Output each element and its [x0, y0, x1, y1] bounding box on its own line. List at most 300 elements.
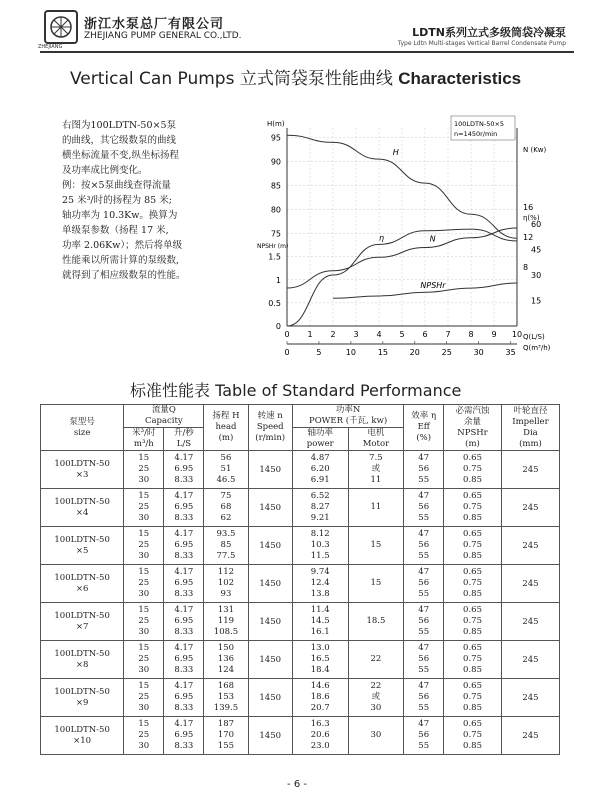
cell-value: 4.17 [174, 681, 194, 691]
cell-value: 56 [418, 464, 430, 474]
cell-value: 8.33 [174, 475, 194, 485]
cell-model-line: 100LDTN-50 [54, 534, 110, 545]
series-title-cn: LDTN系列立式多级筒袋冷凝泵 [412, 26, 566, 39]
cell-value: 56 [418, 616, 430, 626]
cell-value: 15 [138, 643, 150, 653]
cell-npsh [444, 679, 502, 717]
cell-value: 56 [418, 654, 430, 664]
cell-value: 18.5 [366, 616, 386, 626]
cell-imp: 245 [501, 603, 559, 641]
x2-tick-label: 20 [409, 348, 420, 357]
cell-speed: 1450 [248, 451, 292, 489]
cell-value: 30 [370, 703, 382, 713]
cell-flow_ls [164, 451, 204, 489]
cell-value: 4.17 [174, 643, 194, 653]
cell-value: 9.74 [310, 567, 330, 577]
cell-value: 8.27 [310, 502, 330, 512]
col-motor-cn: 电机 [367, 428, 385, 438]
cell-flow_m3 [124, 603, 164, 641]
cell-model [41, 717, 124, 755]
cell-power [292, 527, 348, 565]
cell-value: 22 [370, 681, 382, 691]
cell-value: 4.17 [174, 605, 194, 615]
page-title [70, 64, 521, 89]
desc-line: 功率 2.06Kw）；然后将单级 [62, 240, 183, 251]
cell-value: 30 [138, 513, 150, 523]
cell-speed: 1450 [248, 565, 292, 603]
cell-value: 0.85 [463, 741, 482, 751]
cell-value: 47 [418, 681, 430, 691]
cell-model [41, 451, 124, 489]
desc-line: 轴功率为 10.3Kw。换算为 [62, 210, 178, 221]
cell-value: 或 [371, 464, 381, 474]
cell-value: 187 [217, 719, 235, 729]
cell-npsh [444, 489, 502, 527]
desc-line: 横坐标流量不变,纵坐标扬程 [62, 150, 180, 161]
cell-value: 30 [138, 551, 150, 561]
cell-value: 8.12 [310, 529, 330, 539]
x2-tick-label: 5 [316, 348, 322, 357]
cell-npsh [444, 565, 502, 603]
desc-line: 性能乘以所需计算的泵级数, [62, 255, 180, 266]
x-tick-label: 6 [422, 330, 428, 339]
x-tick-label: 10 [511, 330, 523, 339]
cell-value: 124 [217, 665, 235, 675]
col-speed-unit: (r/min) [255, 433, 286, 443]
cell-power [292, 717, 348, 755]
desc-line: 25 米³/时的扬程为 85 米; [62, 195, 172, 206]
cell-value: 30 [138, 703, 150, 713]
cell-flow_ls [164, 527, 204, 565]
desc-line: 就得到了相应级数泵的性能。 [62, 270, 186, 281]
cell-power [292, 565, 348, 603]
cell-flow_ls [164, 717, 204, 755]
cell-eff [404, 717, 444, 755]
cell-power [292, 641, 348, 679]
cell-value: 8.33 [174, 627, 194, 637]
cell-value: 25 [138, 730, 150, 740]
y-tick-label: 80 [270, 205, 281, 215]
x2-tick-label: 15 [377, 348, 388, 357]
header-rule [40, 51, 574, 53]
cell-value: 13.0 [310, 643, 330, 653]
col-shaft-cn: 轴功率 [307, 428, 333, 438]
cell-value: 0.65 [463, 681, 482, 691]
cell-value: 30 [138, 665, 150, 675]
cell-value: 102 [217, 578, 235, 588]
cell-value: 8.33 [174, 513, 194, 523]
x2-tick-label: 35 [505, 348, 516, 357]
col-shaft-power [292, 428, 348, 451]
col-eff [404, 405, 444, 451]
cell-value: 93 [220, 589, 232, 599]
company-logo [44, 10, 78, 44]
cell-value: 15 [370, 540, 382, 550]
table-row [41, 451, 560, 489]
cell-model-line: 100LDTN-50 [54, 686, 110, 697]
cell-motor [348, 565, 404, 603]
cell-value: 0.65 [463, 643, 482, 653]
x-tick-label: 3 [353, 330, 359, 339]
cell-flow_ls [164, 603, 204, 641]
series-label: NPSHr [420, 281, 446, 291]
y-tick-label: 1.5 [268, 252, 281, 262]
cell-value: 47 [418, 491, 430, 501]
cell-value: 30 [138, 627, 150, 637]
cell-value: 8.33 [174, 665, 194, 675]
x-axis-label: Q(L/S) [523, 333, 545, 341]
cell-value: 55 [418, 551, 430, 561]
table-title-en: Table of Standard Performance [215, 381, 462, 400]
cell-imp: 245 [501, 717, 559, 755]
cell-power [292, 489, 348, 527]
cell-value: 0.65 [463, 719, 482, 729]
cell-value: 11 [370, 502, 382, 512]
chart-description [62, 118, 262, 283]
cell-value: 153 [217, 692, 235, 702]
col-flow [124, 405, 204, 428]
cell-value: 4.17 [174, 453, 194, 463]
x-tick-label: 5 [399, 330, 405, 339]
col-model-cn: 泵型号 [69, 416, 95, 427]
cell-value: 112 [217, 567, 235, 577]
col-imp-cn: 叶轮直径 [513, 405, 548, 416]
cell-value: 30 [138, 475, 150, 485]
title-cn: 立式筒袋泵性能曲线 [239, 69, 393, 89]
cell-value: 56 [418, 540, 430, 550]
y2-tick-label: 8 [523, 263, 529, 272]
cell-value: 23.0 [310, 741, 330, 751]
cell-speed: 1450 [248, 527, 292, 565]
col-imp-unit: (mm) [519, 438, 542, 449]
cell-model-line: 100LDTN-50 [54, 648, 110, 659]
table-row [41, 603, 560, 641]
desc-line: 的曲线，其它级数泵的曲线 [62, 135, 177, 146]
x-tick-label: 7 [445, 330, 451, 339]
cell-model [41, 489, 124, 527]
cell-value: 46.5 [216, 475, 236, 485]
col-flow-m3-unit: m³/h [133, 439, 154, 449]
cell-value: 16.1 [310, 627, 330, 637]
table-row [41, 679, 560, 717]
cell-value: 56 [220, 453, 232, 463]
cell-model [41, 603, 124, 641]
col-impeller [501, 405, 559, 451]
cell-value: 25 [138, 578, 150, 588]
cell-value: 6.20 [310, 464, 330, 474]
cell-value: 15 [138, 681, 150, 691]
cell-eff [404, 451, 444, 489]
x-tick-label: 2 [330, 330, 336, 339]
cell-value: 0.85 [463, 513, 482, 523]
cell-value: 62 [220, 513, 232, 523]
x2-axis-label: Q(m³/h) [523, 344, 551, 352]
cell-power [292, 603, 348, 641]
cell-motor [348, 717, 404, 755]
y-tick-label: 1 [275, 275, 281, 285]
cell-value: 9.21 [310, 513, 330, 523]
cell-value: 168 [217, 681, 235, 691]
col-npsh-unit: (m) [465, 438, 480, 449]
cell-value: 0.75 [463, 616, 482, 626]
cell-value: 6.95 [174, 464, 194, 474]
y3-tick-label: 60 [531, 220, 542, 229]
cell-model-line: ×10 [73, 735, 92, 746]
y2-tick-label: 16 [523, 203, 534, 212]
col-npsh-cn1: 必需汽蚀 [455, 405, 490, 416]
table-row [41, 641, 560, 679]
y3-tick-label: 15 [531, 296, 542, 306]
table-title-cn: 标准性能表 [130, 381, 211, 400]
col-speed-cn: 转速 n [257, 411, 283, 421]
col-flow-ls [164, 428, 204, 451]
pump-emblem-icon [46, 12, 76, 42]
cell-value: 25 [138, 502, 150, 512]
cell-speed: 1450 [248, 679, 292, 717]
col-motor [348, 428, 404, 451]
cell-npsh [444, 603, 502, 641]
cell-head [204, 717, 248, 755]
cell-value: 170 [217, 730, 235, 740]
cell-eff [404, 603, 444, 641]
cell-flow_m3 [124, 489, 164, 527]
cell-value: 30 [138, 589, 150, 599]
cell-power [292, 679, 348, 717]
cell-flow_ls [164, 679, 204, 717]
col-model [41, 405, 124, 451]
cell-head [204, 641, 248, 679]
cell-motor [348, 679, 404, 717]
cell-flow_m3 [124, 641, 164, 679]
cell-value: 56 [418, 578, 430, 588]
cell-value: 15 [138, 567, 150, 577]
cell-npsh [444, 717, 502, 755]
col-flow-en: Capacity [144, 416, 183, 426]
col-power-en: POWER (千瓦, kw) [308, 416, 388, 426]
cell-motor [348, 527, 404, 565]
cell-speed: 1450 [248, 717, 292, 755]
y-tick-label: 85 [270, 181, 281, 191]
cell-value: 30 [138, 741, 150, 751]
cell-value: 20.6 [310, 730, 330, 740]
title-en-2: Characteristics [398, 69, 522, 88]
cell-value: 6.91 [310, 475, 330, 485]
col-head-en: head [215, 422, 237, 432]
cell-value: 55 [418, 513, 430, 523]
cell-value: 20.7 [310, 703, 330, 713]
cell-value: 15 [138, 491, 150, 501]
performance-chart [255, 112, 594, 362]
cell-value: 55 [418, 627, 430, 637]
y-tick-label: 0.5 [268, 298, 281, 308]
x2-tick-label: 10 [345, 348, 356, 357]
cell-head [204, 679, 248, 717]
cell-value: 47 [418, 453, 430, 463]
y2-tick-label: 12 [523, 233, 534, 242]
cell-value: 16.5 [310, 654, 330, 664]
col-eff-en: Eff [417, 422, 430, 432]
cell-value: 55 [418, 589, 430, 599]
cell-value: 93.5 [216, 529, 236, 539]
chart-annotation: 100LDTN-50×5 [454, 120, 505, 128]
cell-value: 56 [418, 502, 430, 512]
cell-model [41, 679, 124, 717]
col-head [204, 405, 248, 451]
col-model-en: size [73, 427, 91, 438]
cell-value: 15 [138, 529, 150, 539]
cell-imp: 245 [501, 565, 559, 603]
cell-value: 8.33 [174, 551, 194, 561]
cell-value: 56 [418, 692, 430, 702]
series-label: η [379, 233, 385, 243]
cell-value: 75 [220, 491, 232, 501]
cell-value: 108.5 [213, 627, 239, 637]
col-flow-m3 [124, 428, 164, 451]
cell-motor [348, 641, 404, 679]
cell-value: 131 [217, 605, 235, 615]
cell-head [204, 489, 248, 527]
cell-flow_m3 [124, 451, 164, 489]
col-eff-unit: (%) [416, 433, 432, 443]
cell-speed: 1450 [248, 489, 292, 527]
cell-value: 139.5 [213, 703, 239, 713]
cell-model-line: ×4 [75, 507, 89, 518]
cell-value: 55 [418, 475, 430, 485]
cell-value: 11 [370, 475, 382, 485]
col-flow-ls-cn: 升/秒 [173, 428, 194, 438]
series-label: N [429, 234, 436, 244]
cell-value: 0.75 [463, 540, 482, 550]
cell-value: 47 [418, 529, 430, 539]
cell-flow_m3 [124, 527, 164, 565]
cell-value: 18.4 [310, 665, 330, 675]
col-npsh-en: NPSHr [457, 427, 488, 438]
table-row [41, 489, 560, 527]
x-tick-label: 8 [468, 330, 474, 339]
y3-axis-label-eff: η(%) [523, 214, 540, 222]
col-speed-en: Speed [256, 422, 284, 432]
cell-value: 10.3 [310, 540, 330, 550]
x2-tick-label: 30 [473, 348, 484, 357]
cell-value: 6.95 [174, 616, 194, 626]
cell-value: 0.75 [463, 464, 482, 474]
page-header [0, 0, 594, 56]
cell-power [292, 451, 348, 489]
x2-tick-label: 0 [284, 348, 290, 357]
x2-tick-label: 25 [441, 348, 452, 357]
cell-value: 150 [217, 643, 235, 653]
cell-head [204, 603, 248, 641]
title-en-1: Vertical Can Pumps [70, 69, 235, 89]
cell-value: 11.4 [310, 605, 330, 615]
cell-head [204, 451, 248, 489]
cell-value: 25 [138, 540, 150, 550]
cell-eff [404, 565, 444, 603]
cell-value: 18.6 [310, 692, 330, 702]
col-shaft-en: power [306, 439, 334, 449]
col-eff-cn: 效率 η [411, 411, 437, 421]
table-row [41, 565, 560, 603]
cell-value: 0.75 [463, 502, 482, 512]
cell-value: 55 [418, 703, 430, 713]
col-power [292, 405, 403, 428]
cell-value: 6.95 [174, 692, 194, 702]
cell-value: 16.3 [310, 719, 330, 729]
cell-value: 11.5 [310, 551, 330, 561]
cell-model-line: 100LDTN-50 [54, 610, 110, 621]
cell-npsh [444, 527, 502, 565]
cell-value: 0.85 [463, 551, 482, 561]
cell-value: 22 [370, 654, 382, 664]
series-label: H [392, 148, 399, 158]
cell-value: 15 [138, 605, 150, 615]
cell-value: 0.65 [463, 567, 482, 577]
cell-value: 0.65 [463, 605, 482, 615]
cell-model [41, 565, 124, 603]
cell-value: 25 [138, 692, 150, 702]
cell-value: 14.6 [310, 681, 330, 691]
y3-tick-label: 30 [531, 271, 542, 280]
cell-value: 47 [418, 719, 430, 729]
col-flow-ls-unit: L/S [176, 439, 192, 449]
cell-value: 0.85 [463, 703, 482, 713]
performance-table [40, 404, 560, 755]
cell-value: 55 [418, 741, 430, 751]
cell-imp: 245 [501, 451, 559, 489]
cell-flow_ls [164, 565, 204, 603]
cell-head [204, 565, 248, 603]
table-title [130, 378, 461, 401]
cell-eff [404, 641, 444, 679]
cell-value: 6.95 [174, 540, 194, 550]
cell-value: 4.17 [174, 491, 194, 501]
logo-caption: ZHEJIANG [38, 44, 63, 50]
cell-imp: 245 [501, 489, 559, 527]
cell-model-line: 100LDTN-50 [54, 724, 110, 735]
cell-value: 6.52 [310, 491, 330, 501]
series-line-h [287, 135, 517, 238]
table-row [41, 717, 560, 755]
cell-value: 4.17 [174, 719, 194, 729]
col-speed [248, 405, 292, 451]
company-name-en: ZHEJIANG PUMP GENERAL CO.,LTD. [84, 31, 242, 41]
cell-imp: 245 [501, 641, 559, 679]
cell-imp: 245 [501, 679, 559, 717]
x-tick-label: 4 [376, 330, 382, 339]
cell-flow_m3 [124, 565, 164, 603]
col-motor-en: Motor [362, 439, 390, 449]
cell-speed: 1450 [248, 603, 292, 641]
cell-value: 30 [370, 730, 382, 740]
cell-value: 6.95 [174, 730, 194, 740]
cell-flow_m3 [124, 679, 164, 717]
cell-eff [404, 679, 444, 717]
cell-value: 77.5 [216, 551, 236, 561]
cell-value: 119 [217, 616, 235, 626]
cell-value: 15 [138, 719, 150, 729]
cell-value: 47 [418, 605, 430, 615]
cell-value: 85 [220, 540, 232, 550]
col-imp-en1: Impeller [512, 416, 549, 427]
cell-model-line: 100LDTN-50 [54, 458, 110, 469]
desc-line: 单级泵参数（扬程 17 米, [62, 225, 169, 236]
cell-model-line: ×5 [75, 545, 89, 556]
cell-imp: 245 [501, 527, 559, 565]
cell-value: 0.85 [463, 665, 482, 675]
cell-value: 25 [138, 654, 150, 664]
cell-value: 13.8 [310, 589, 330, 599]
col-power-cn: 功率N [335, 405, 361, 415]
